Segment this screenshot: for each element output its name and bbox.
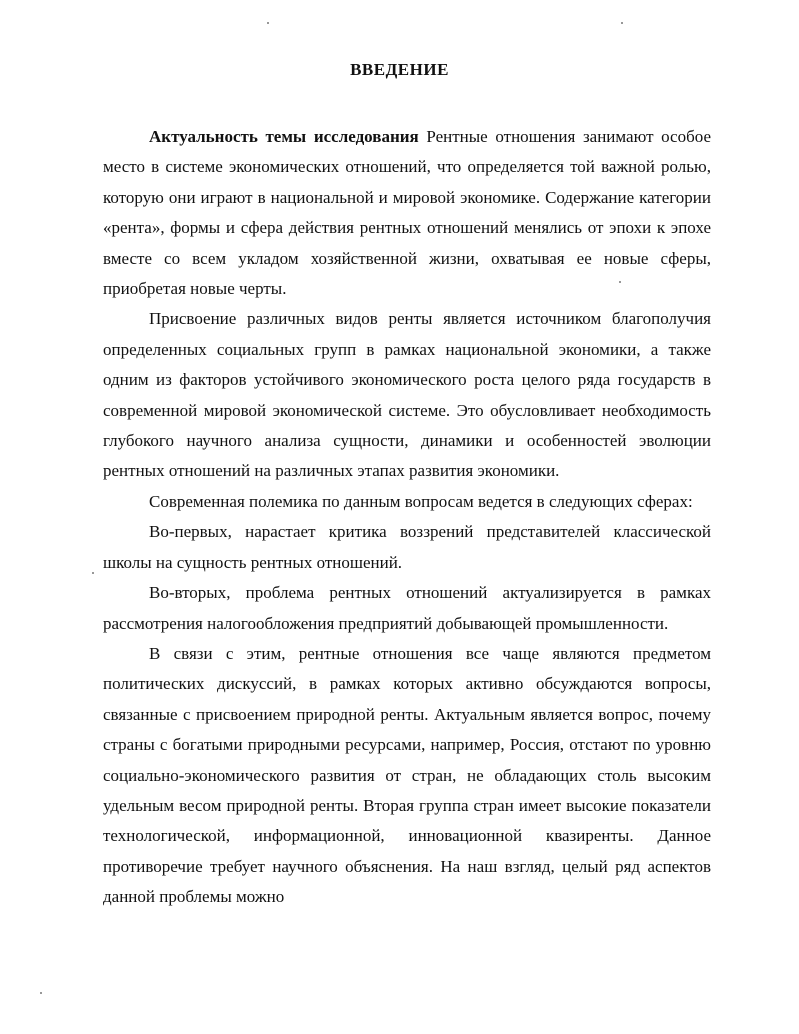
paragraph-second: Во-вторых, проблема рентных отношений актуализируется в рамках рассмотрения налогообложения предприятий добывающей промышленности. bbox=[103, 583, 711, 633]
document-body bbox=[103, 122, 711, 913]
paragraph-appropriation: Присвоение различных видов ренты является источником благополучия определенных социальных групп в рамках национальной экономики, а также одним из факторов устойчивого экономического роста целого ряда государств в современной мировой экономической системе. Это обусловливает необходимость глубокого научного анализа сущности, динамики и особенностей эволюции рентных отношений на различных этапах развития экономики. bbox=[103, 309, 711, 481]
paragraph-political: В связи с этим, рентные отношения все чаще являются предметом политических дискуссий, в рамках которых активно обсуждаются вопросы, связанные с присвоением природной ренты. Актуальным является вопрос, почему страны с богатыми природными ресурсами, например, Россия, отстают по уровню социально-экономического развития от стран, не обладающих столь высоким удельным весом природной ренты. Вторая группа стран имеет высокие показатели технологической, информационной, инновационной квазиренты. Данное противоречие требует научного объяснения. На наш взгляд, целый ряд аспектов данной проблемы можно bbox=[103, 643, 711, 907]
paragraph-first: Во-первых, нарастает критика воззрений представителей классической школы на сущность рентных отношений. bbox=[103, 522, 711, 572]
page-title: ВВЕДЕНИЕ bbox=[350, 60, 449, 79]
scan-speck bbox=[92, 572, 94, 574]
scan-speck bbox=[40, 992, 42, 994]
paragraph-text: Рентные отношения занимают особое место в системе экономических отношений, что определяется той важной ролью, которую они играют в национальной и мировой экономике. Содержание категории «рента», формы и сфера действия рентных отношений менялись от эпохи к эпохе вместе со всем укладом хозяйственной жизни, охватывая ее новые сферы, приобретая новые черты. bbox=[103, 127, 711, 299]
paragraph-polemic: Современная полемика по данным вопросам ведется в следующих сферах: bbox=[149, 491, 693, 511]
scan-speck bbox=[619, 281, 621, 283]
scan-speck bbox=[267, 22, 269, 24]
paragraph-relevance bbox=[103, 122, 711, 304]
relevance-heading: Актуальность темы исследования bbox=[149, 127, 419, 146]
scan-speck bbox=[621, 22, 623, 24]
